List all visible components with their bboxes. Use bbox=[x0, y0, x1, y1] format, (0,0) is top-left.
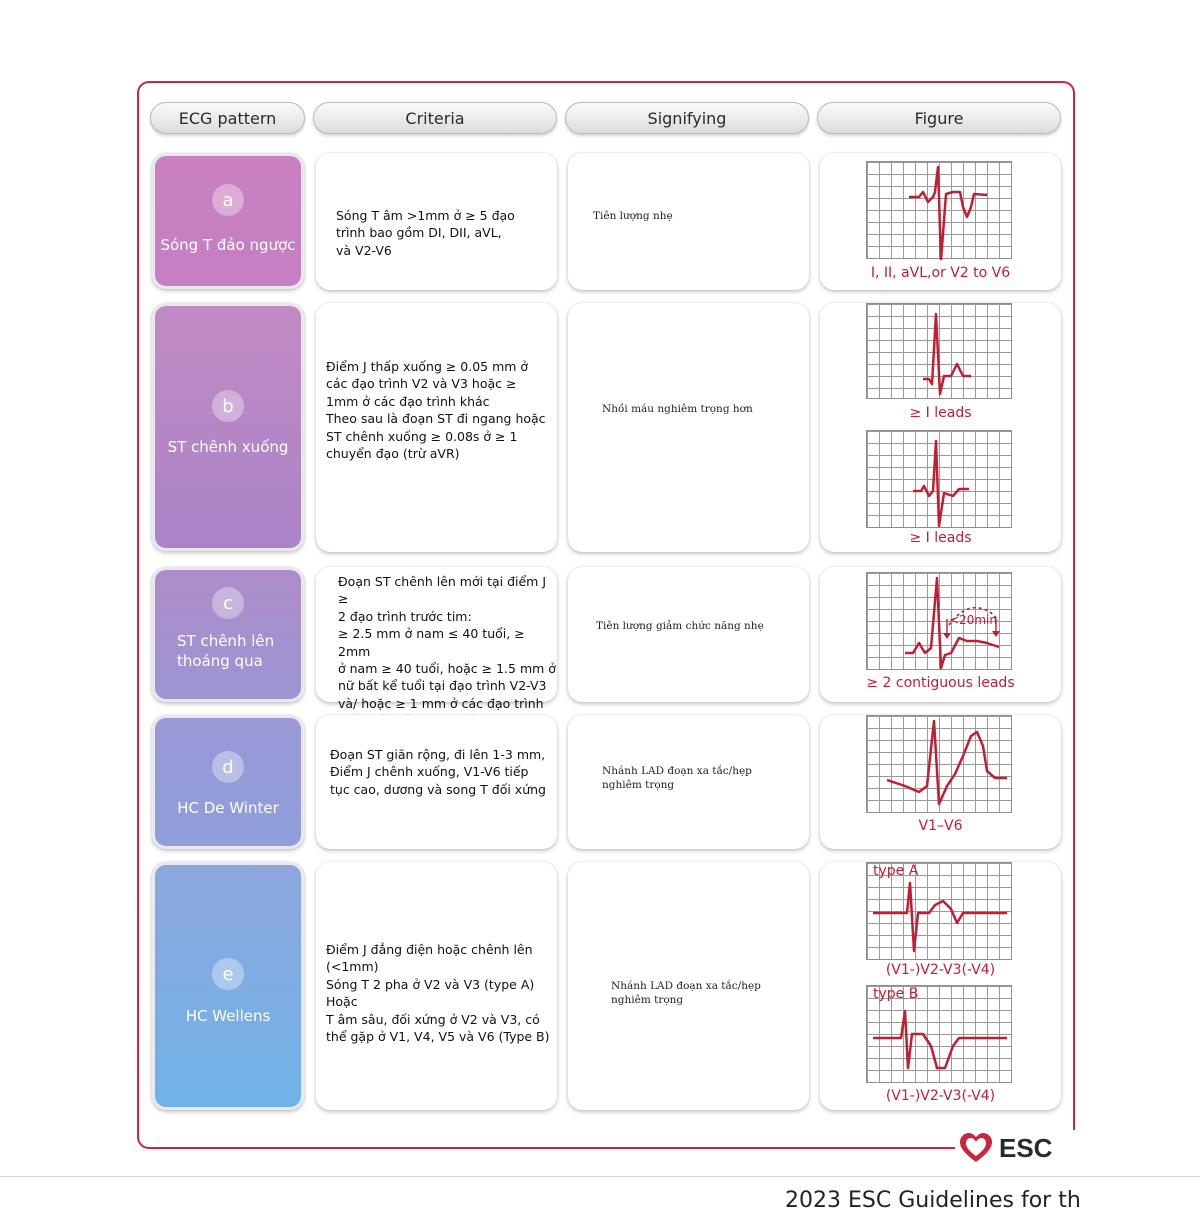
criteria-text-d: Đoạn ST giãn rộng, đi lên 1-3 mm, Điểm J chênh xuống, V1-V6 tiếp tục cao, dương và song T đối xứng bbox=[330, 747, 546, 797]
criteria-card-a bbox=[316, 153, 557, 290]
header-ecg-pattern: ECG pattern bbox=[150, 102, 305, 134]
criteria-card-d bbox=[316, 715, 557, 849]
criteria-text-e: Điểm J đẳng điện hoặc chênh lên (<1mm) Sóng T 2 pha ở V2 và V3 (type A) Hoặc T âm sâu, đối xứng ở V2 và V3, có thể gặp ở V1, V4, V5 và V6 (Type B) bbox=[326, 942, 550, 1045]
header-figure: Figure bbox=[817, 102, 1061, 134]
signifying-card-c bbox=[568, 567, 809, 702]
pattern-name-d: HC De Winter bbox=[177, 799, 279, 817]
pattern-card-e bbox=[152, 862, 304, 1110]
pattern-name-b: ST chênh xuống bbox=[167, 438, 289, 456]
signifying-text-d: Nhánh LAD đoạn xa tắc/hẹp nghiêm trọng bbox=[602, 765, 752, 791]
ecg-figure-d bbox=[866, 715, 1012, 813]
ecg-figure-c bbox=[866, 572, 1012, 670]
signifying-text-a: Tiên lượng nhẹ bbox=[593, 210, 673, 222]
ecg-figure-e-type-a bbox=[866, 862, 1012, 960]
figure-label-b1: ≥ I leads bbox=[909, 405, 972, 421]
figure-label-a: I, II, aVL,or V2 to V6 bbox=[870, 265, 1011, 281]
pattern-letter-c: c bbox=[212, 587, 244, 619]
pattern-card-c bbox=[152, 567, 304, 702]
criteria-card-e bbox=[316, 862, 557, 1110]
pattern-letter-e: e bbox=[212, 958, 244, 990]
figure-annotation-c: <20min bbox=[949, 613, 997, 627]
figure-card-e bbox=[820, 862, 1061, 1110]
ecg-figure-e-type-b bbox=[866, 985, 1012, 1083]
signifying-card-b bbox=[568, 303, 809, 552]
figure-card-a bbox=[820, 153, 1061, 290]
signifying-text-e: Nhánh LAD đoạn xa tắc/hẹp nghiêm trọng bbox=[611, 980, 761, 1006]
criteria-text-a: Sóng T âm >1mm ở ≥ 5 đạo trình bao gồm DI, DII, aVL, và V2-V6 bbox=[336, 208, 515, 258]
figure-card-c bbox=[820, 567, 1061, 702]
figure-card-b bbox=[820, 303, 1061, 552]
ecg-figure-a bbox=[866, 161, 1012, 259]
figure-label-e2: (V1-)V2-V3(-V4) bbox=[885, 1088, 996, 1104]
pattern-card-a bbox=[152, 153, 304, 289]
figure-type-b: type B bbox=[873, 986, 919, 1002]
criteria-text-c: Đoạn ST chênh lên mới tại điểm J ≥ 2 đạo trình trước tim: ≥ 2.5 mm ở nam ≤ 40 tuổi, ≥ 2mm ở nam ≥ 40 tuổi, hoặc ≥ 1.5 mm ở nữ bất kể tuổi tại đạo trình V2-V3 và/ hoặc ≥ 1 mm ở các đạo trình bbox=[338, 574, 556, 711]
pattern-letter-b: b bbox=[212, 390, 244, 422]
criteria-text-b: Điểm J thấp xuống ≥ 0.05 mm ở các đạo trình V2 và V3 hoặc ≥ 1mm ở các đạo trình khác Theo sau là đoạn ST đi ngang hoặc ST chênh xuống ≥ 0.08s ở ≥ 1 chuyển đạo (trừ aVR) bbox=[326, 359, 546, 462]
footer-citation: 2023 ESC Guidelines for th bbox=[785, 1188, 1081, 1213]
signifying-card-a bbox=[568, 153, 809, 290]
figure-label-c: ≥ 2 contiguous leads bbox=[866, 675, 1015, 691]
pattern-name-e: HC Wellens bbox=[185, 1007, 271, 1025]
pattern-letter-a: a bbox=[212, 184, 244, 216]
figure-label-b2: ≥ I leads bbox=[909, 530, 972, 546]
signifying-text-b: Nhồi máu nghiêm trọng hơn bbox=[602, 403, 753, 415]
figure-label-d: V1–V6 bbox=[918, 818, 963, 834]
esc-logo bbox=[955, 1130, 1077, 1166]
header-signifying: Signifying bbox=[565, 102, 809, 134]
pattern-card-b bbox=[152, 303, 304, 551]
pattern-card-d bbox=[152, 715, 304, 849]
signifying-card-d bbox=[568, 715, 809, 849]
heart-logo-icon bbox=[959, 1132, 993, 1164]
signifying-text-c: Tiên lượng giảm chức năng nhẹ bbox=[596, 620, 764, 632]
ecg-figure-b1 bbox=[866, 303, 1012, 399]
signifying-card-e bbox=[568, 862, 809, 1110]
ecg-figure-b2 bbox=[866, 430, 1012, 528]
criteria-card-c bbox=[316, 567, 557, 711]
pattern-name-c: ST chênh lên thoáng qua bbox=[177, 632, 275, 670]
esc-logo-text: ESC bbox=[999, 1132, 1053, 1163]
footer-divider bbox=[0, 1176, 1200, 1177]
figure-type-a: type A bbox=[873, 863, 919, 879]
pattern-letter-d: d bbox=[212, 751, 244, 783]
figure-card-d bbox=[820, 715, 1061, 849]
header-criteria: Criteria bbox=[313, 102, 557, 134]
pattern-name-a: Sóng T đảo ngược bbox=[160, 236, 296, 254]
figure-label-e1: (V1-)V2-V3(-V4) bbox=[885, 962, 996, 978]
criteria-card-b bbox=[316, 303, 557, 552]
